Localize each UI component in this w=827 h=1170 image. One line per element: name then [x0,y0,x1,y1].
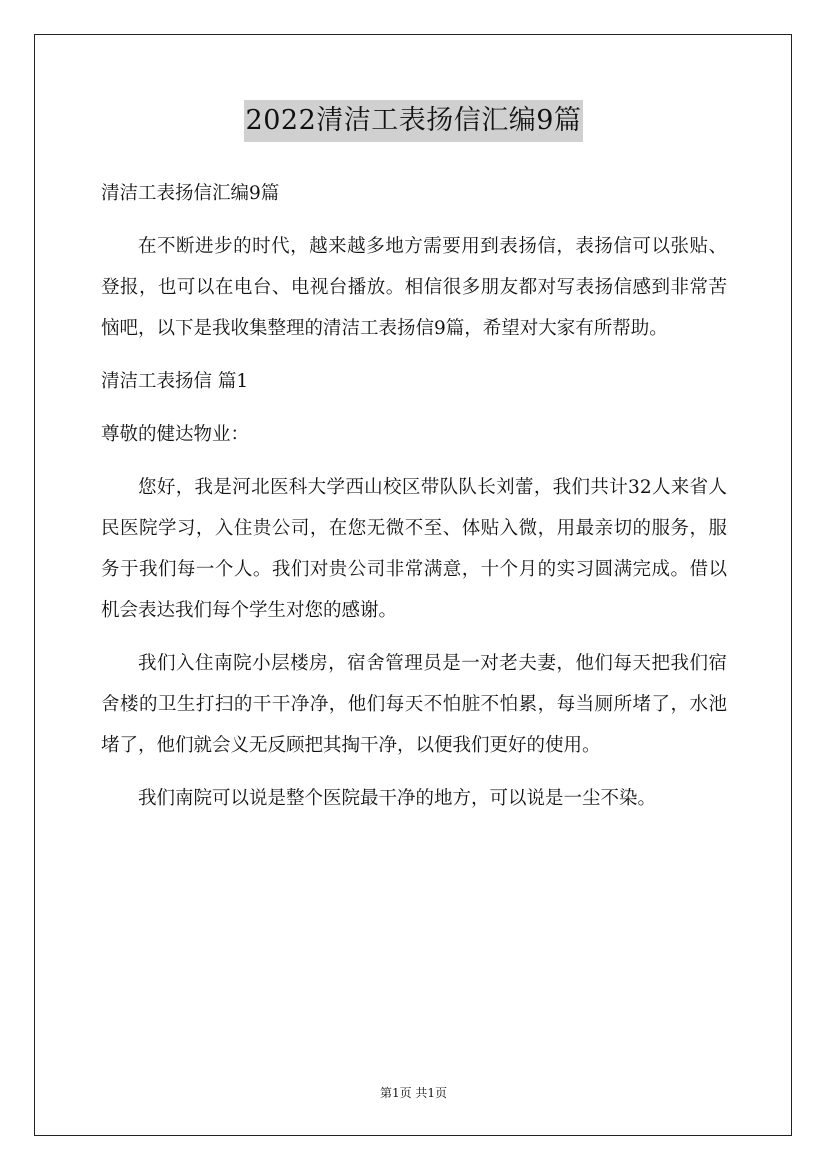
document-subtitle: 清洁工表扬信汇编9篇 [101,183,280,204]
body-paragraph-1: 您好，我是河北医科大学西山校区带队队长刘蕾，我们共计32人来省人民医院学习，入住贵公司，在您无微不至、体贴入微，用最亲切的服务，服务于我们每一个人。我们对贵公司非常满意，十个月的实习圆满完成。借以机会表达我们每个学生对您的感谢。 [101,477,727,621]
intro-paragraph: 在不断进步的时代，越来越多地方需要用到表扬信，表扬信可以张贴、登报，也可以在电台、电视台播放。相信很多朋友都对写表扬信感到非常苦恼吧，以下是我收集整理的清洁工表扬信9篇，希望对大家有所帮助。 [101,236,727,339]
body-paragraph-2: 我们入住南院小层楼房，宿舍管理员是一对老夫妻，他们每天把我们宿舍楼的卫生打扫的干干净净，他们每天不怕脏不怕累，每当厕所堵了，水池堵了，他们就会义无反顾把其掏干净，以便我们更好的使用。 [101,653,727,756]
section-heading: 清洁工表扬信 篇1 [101,371,249,392]
document-body [101,173,727,819]
salutation: 尊敬的健达物业： [101,424,250,445]
title-container [0,100,827,142]
document-title: 2022清洁工表扬信汇编9篇 [244,100,584,142]
page-footer: 第1页 共1页 [379,1086,448,1100]
body-paragraph-3: 我们南院可以说是整个医院最干净的地方，可以说是一尘不染。 [138,788,657,809]
